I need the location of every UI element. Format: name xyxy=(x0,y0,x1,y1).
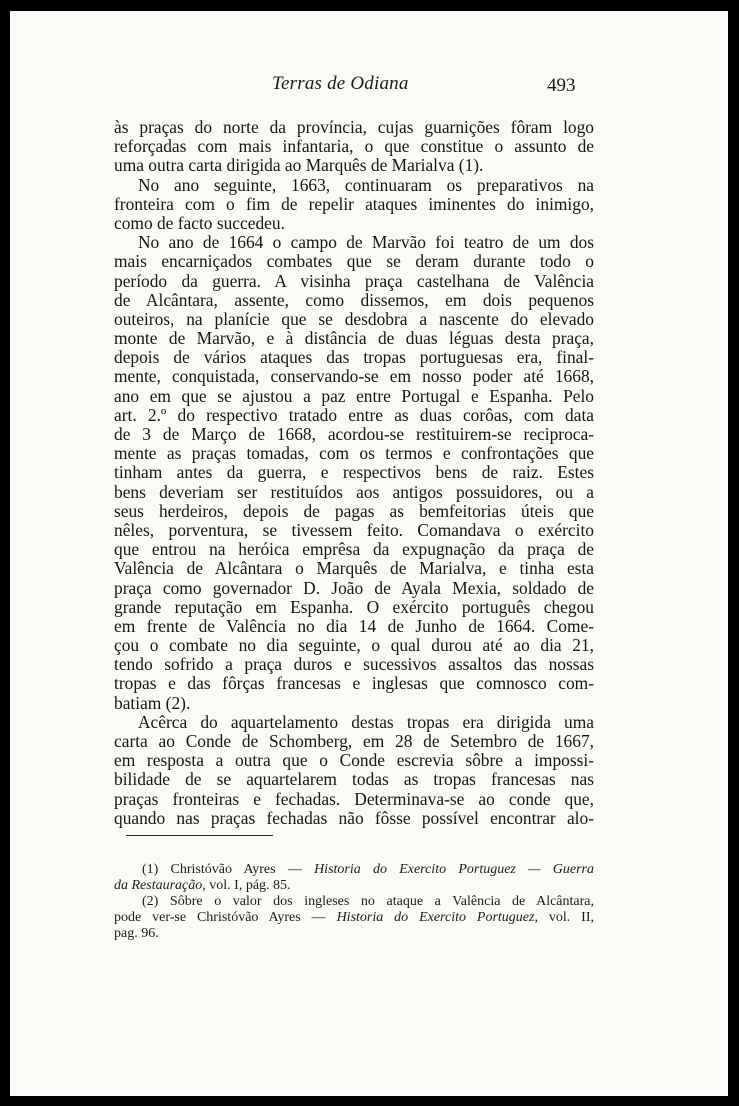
footnote-2-work-title: Historia do Exercito Portuguez, xyxy=(336,910,538,925)
text-line: seus herdeiros, depois de pagas as bemfeitorias úteis que xyxy=(114,500,594,521)
text-line: grande reputação em Espanha. O exército português chegou xyxy=(114,596,594,617)
footnote-1-author: (1) Christóvão Ayres — xyxy=(142,862,302,877)
text-line: bens deveriam ser restituídos aos antigos possuidores, ou a xyxy=(114,481,594,502)
footnote-2-page: pag. 96. xyxy=(114,926,159,941)
text-line: fronteira com o fim de repelir ataques iminentes do inimigo, xyxy=(114,193,594,214)
text-line: bilidade de se aquartelarem todas as tropas francesas nas xyxy=(114,769,594,790)
text-line: depois de vários ataques das tropas portuguesas era, final- xyxy=(114,347,594,368)
footnote-1-work-subtitle: da Restauração, xyxy=(114,878,206,893)
text-line: carta ao Conde de Schomberg, em 28 de Setembro de 1667, xyxy=(114,731,594,751)
book-page xyxy=(10,11,728,1096)
paragraph-start-line: No ano de 1664 o campo de Marvão foi teatro de um dos xyxy=(138,232,594,253)
text-line: art. 2.º do respectivo tratado entre as duas corôas, com data xyxy=(114,404,594,425)
text-line: outeiros, na planície que se desdobra a nascente do elevado xyxy=(114,308,594,329)
text-line: praça como governador D. João de Ayala Mexia, soldado de xyxy=(114,577,594,598)
text-line: uma outra carta dirigida ao Marquês de Marialva (1). xyxy=(114,155,484,176)
body-text xyxy=(114,118,594,828)
page-number: 493 xyxy=(547,75,576,96)
text-line: tinham antes da guerra, e respectivos bens de raiz. Estes xyxy=(114,462,594,483)
text-line: nêles, porventura, se tivessem feito. Comandava o exército xyxy=(114,519,594,540)
text-line: quando nas praças fechadas não fôsse possível encontrar alo- xyxy=(114,807,594,828)
text-line: tendo sofrido a praça duros e sucessivos assaltos das nossas xyxy=(114,654,594,675)
text-line: de Alcântara, assente, como dissemos, em dois pequenos xyxy=(114,289,594,310)
paragraph-start-line: No ano seguinte, 1663, continuaram os preparativos na xyxy=(138,174,594,195)
footnote-2-line: (2) Sôbre o valor dos ingleses no ataque a Valência de Alcântara, xyxy=(142,894,594,909)
text-line: praças fronteiras e fechadas. Determinava-se ao conde que, xyxy=(114,788,594,809)
text-line: batiam (2). xyxy=(114,692,191,713)
text-line: de 3 de Março de 1668, acordou-se restituirem-se reciproca- xyxy=(114,424,594,444)
text-line: Valência de Alcântara o Marquês de Marialva, e tinha esta xyxy=(114,558,594,579)
text-line: período da guerra. A visinha praça castelhana de Valência xyxy=(114,270,594,291)
running-title: Terras de Odiana xyxy=(272,73,409,94)
text-line: çou o combate no dia seguinte, o qual durou até ao dia 21, xyxy=(114,635,594,656)
text-line: como de facto succedeu. xyxy=(114,212,285,233)
text-line: em frente de Valência no dia 14 de Junho de 1664. Come- xyxy=(114,615,594,636)
text-line: que entrou na heróica emprêsa da expugnação da praça de xyxy=(114,539,594,560)
footnote-2-line xyxy=(114,910,594,926)
footnote-1-work-title: Historia do Exercito Portuguez — Guerra xyxy=(314,862,594,877)
text-line: mais encarniçados combates que se deram durante todo o xyxy=(114,251,594,272)
footnote-1-line xyxy=(114,862,594,878)
text-line: mente, conquistada, conservando-se em nosso poder até 1668, xyxy=(114,366,594,387)
text-line: monte de Marvão, e à distância de duas léguas desta praça, xyxy=(114,328,594,349)
text-line: mente as praças tomadas, com os termos e confrontações que xyxy=(114,443,594,464)
footnotes xyxy=(114,862,594,942)
footnote-1-reference: vol. I, pág. 85. xyxy=(209,878,291,893)
page-header xyxy=(10,73,728,103)
footnote-1-line xyxy=(114,878,594,894)
text-line: tropas e das fôrças francesas e inglesas que comnosco com- xyxy=(114,673,594,694)
text-line: reforçadas com mais infantaria, o que constitue o assunto de xyxy=(114,136,594,157)
footnote-2-volume: vol. II, xyxy=(548,910,595,925)
text-line: às praças do norte da província, cujas guarnições fôram logo xyxy=(114,117,594,137)
paragraph-start-line: Acêrca do aquartelamento destas tropas era dirigida uma xyxy=(138,711,594,732)
text-line: em resposta a outra que o Conde escrevia sôbre a impossi- xyxy=(114,750,594,771)
footnote-divider xyxy=(126,835,273,836)
footnote-2-author: pode ver-se Christóvão Ayres — xyxy=(114,910,326,925)
text-line: ano em que se ajustou a paz entre Portugal e Espanha. Pelo xyxy=(114,385,594,406)
